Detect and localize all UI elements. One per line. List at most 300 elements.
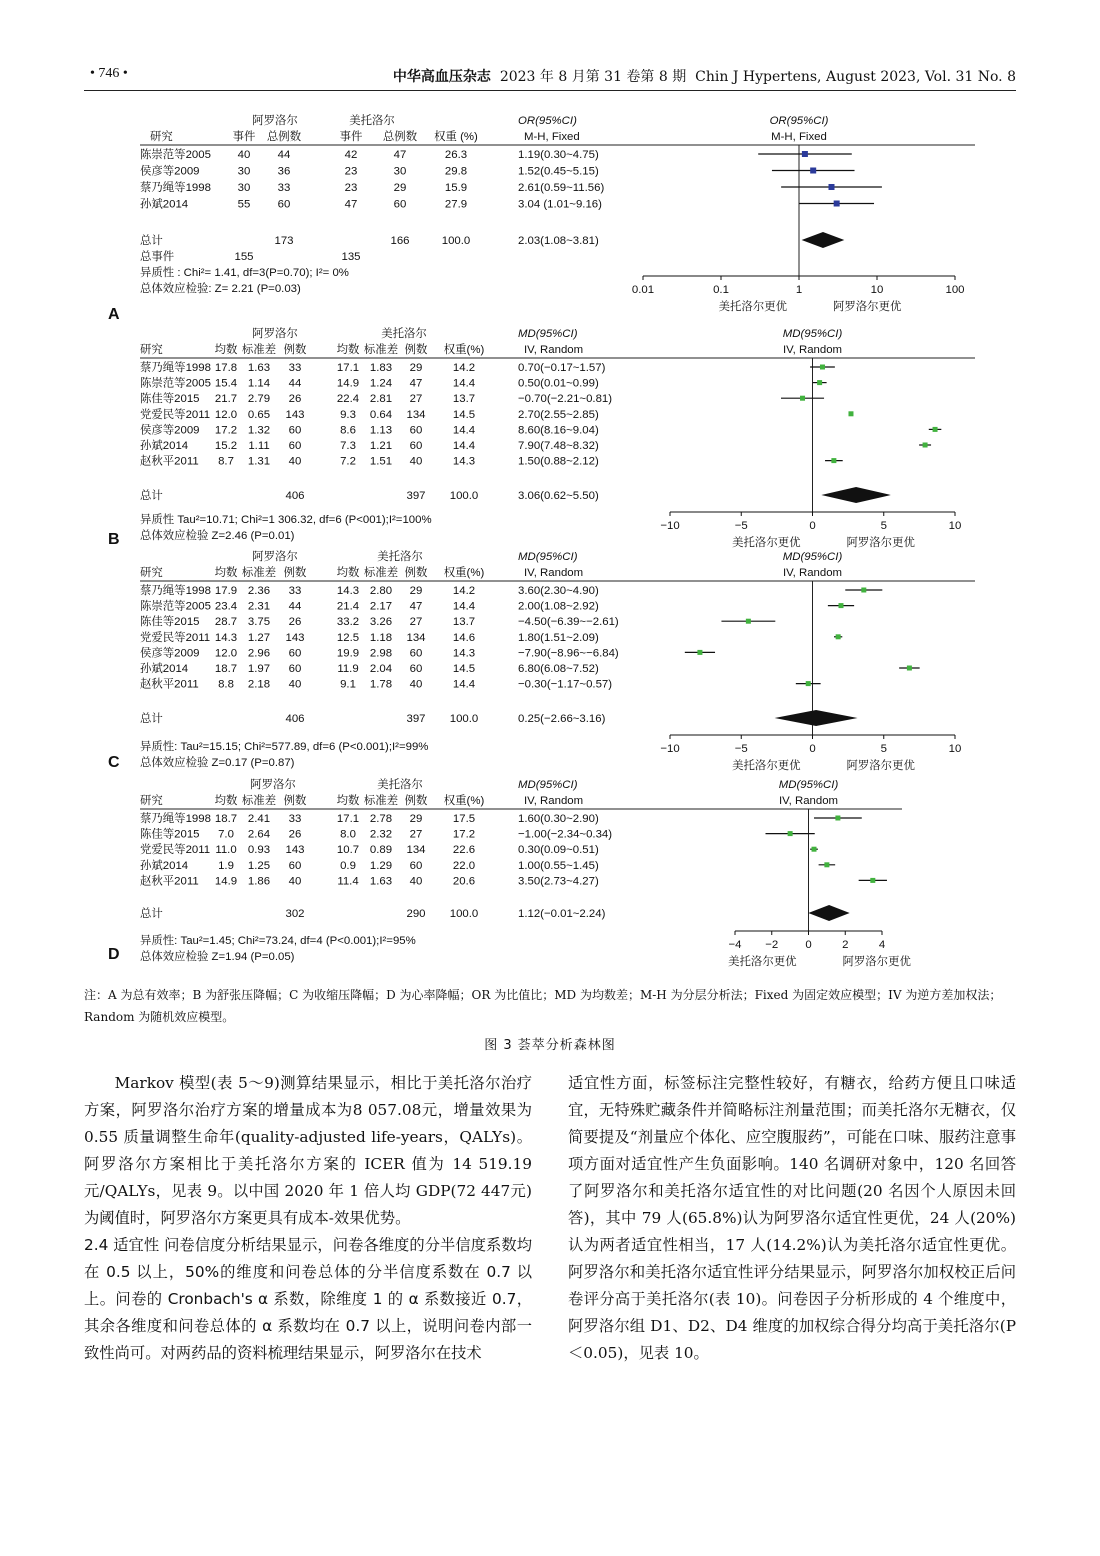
study-cell: 21.7	[214, 393, 238, 406]
forest-plot-a-svg	[110, 112, 990, 327]
study-cell: 7.2	[340, 455, 356, 468]
overall-effect-test: 总体效应检验 Z=0.17 (P=0.87)	[140, 757, 295, 769]
study-cell: 14.6	[452, 631, 476, 644]
study-cell: 40	[288, 678, 302, 691]
effect-square	[839, 603, 844, 608]
study-cell: 60	[409, 424, 423, 437]
column-header: 总例数	[382, 131, 418, 143]
effect-header-left: OR(95%CI)	[518, 115, 577, 127]
panel-label-a: A	[108, 306, 120, 323]
study-cell: 17.2	[214, 424, 238, 437]
forest-plot-d-svg	[110, 776, 990, 971]
study-cell: 14.4	[452, 600, 476, 613]
study-name: 党爱民等2011	[140, 631, 211, 644]
effect-square	[848, 411, 853, 416]
study-cell: 2.98	[369, 647, 393, 660]
study-cell: 40	[288, 875, 302, 888]
study-ci-text: 7.90(7.48~8.32)	[518, 440, 599, 452]
study-ci-text: 1.00(0.55~1.45)	[518, 859, 599, 872]
column-header: 标准差	[363, 567, 399, 579]
study-cell: 29	[409, 813, 423, 825]
effect-header-left: MD(95%CI)	[518, 551, 578, 563]
study-ci-text: 1.19(0.30~4.75)	[518, 149, 599, 161]
study-cell: 7.3	[340, 440, 356, 452]
effect-square	[806, 681, 811, 686]
overall-effect-test: 总体效应检验: Z= 2.21 (P=0.03)	[140, 283, 301, 295]
favours-left: 美托洛尔更优	[732, 537, 801, 549]
method-header-right: IV, Random	[782, 567, 843, 579]
study-ci-text: 3.60(2.30~4.90)	[518, 585, 599, 597]
study-ci-text: 1.60(0.30~2.90)	[518, 813, 599, 825]
study-cell: 12.0	[214, 408, 238, 421]
total-cell: 173	[274, 235, 294, 247]
column-header: 研究	[140, 795, 163, 807]
study-cell: 2.78	[369, 813, 393, 825]
study-cell: 44	[288, 377, 302, 390]
study-cell: 1.51	[369, 455, 393, 468]
heterogeneity-text: 异质性 Tau²=10.71; Chi²=1 306.32, df=6 (P<001);I²=100%	[140, 514, 432, 526]
total-cell: 397	[406, 713, 426, 725]
study-name: 孙斌2014	[140, 663, 189, 675]
study-cell: 26	[288, 616, 302, 629]
study-cell: 1.21	[369, 440, 393, 452]
x-tick-label: 5	[880, 520, 887, 532]
total-cell: 406	[285, 713, 305, 725]
study-ci-text: 1.80(1.51~2.09)	[518, 631, 599, 644]
study-cell: 10.7	[336, 844, 360, 857]
study-ci-text: 6.80(6.08~7.52)	[518, 663, 599, 675]
figure-caption: 图 3 荟萃分析森林图	[484, 1038, 616, 1053]
column-header: 标准差	[241, 795, 277, 807]
overall-effect-test: 总体效应检验 Z=1.94 (P=0.05)	[140, 951, 295, 963]
study-cell: 3.26	[369, 616, 393, 629]
effect-square	[824, 862, 829, 867]
study-cell: 29.8	[444, 165, 468, 178]
favours-right: 阿罗洛尔更优	[842, 956, 911, 968]
study-cell: 11.0	[215, 844, 237, 857]
study-cell: 14.3	[214, 631, 238, 644]
study-ci-text: 3.04 (1.01~9.16)	[518, 198, 602, 211]
column-header: 权重(%)	[443, 344, 485, 356]
effect-header-right: OR(95%CI)	[769, 115, 829, 127]
study-cell: 30	[237, 165, 251, 178]
study-cell: 1.86	[247, 875, 271, 888]
study-cell: 1.13	[369, 424, 393, 437]
study-cell: 2.41	[247, 813, 271, 825]
study-cell: 134	[406, 844, 426, 857]
study-ci-text: 0.30(0.09~0.51)	[518, 844, 599, 857]
effect-header-left: MD(95%CI)	[518, 328, 578, 340]
study-ci-text: 0.70(−0.17~1.57)	[518, 362, 606, 374]
paragraph-markov: Markov 模型(表 5～9)测算结果显示，相比于美托洛尔治疗方案，阿罗洛尔治疗方案的增量成本为8 057.08元，增量效果为 0.55 质量调整生命年(quality-adjusted life-years，QALYs)。阿罗洛尔方案相比于美托洛尔方案的 ICER 值为 14 519.19 元/QALYs，见表 9。以中国 2020 年 1 倍人均 GDP(72 447元)为阈值时，阿罗洛尔方案更具有成本-效果优势。	[84, 1074, 532, 1227]
total-ci-text: 1.12(−0.01~2.24)	[518, 908, 606, 920]
column-header: 研究	[140, 567, 163, 579]
column-header: 事件	[232, 131, 256, 143]
study-cell: 30	[393, 165, 407, 178]
study-ci-text: 2.00(1.08~2.92)	[518, 600, 599, 613]
column-header: 例数	[404, 567, 428, 579]
paragraph-suitability: 适宜性方面，标签标注完整性较好，有糖衣，给药方便且口味适宜，无特殊贮藏条件并简略标注剂量范围；而美托洛尔无糖衣，仅简要提及“剂量应个体化、应空腹服药”，可能在口味、服药注意事项方面对适宜性产生负面影响。140 名调研对象中，120 名回答了阿罗洛尔和美托洛尔适宜性的对比问题(20 名因个人原因未回答)，其中 79 人(65.8%)认为阿罗洛尔适宜性更优，24 人(20%)认为两者适宜性相当，17 人(14.2%)认为美托洛尔适宜性更优。阿罗洛尔和美托洛尔适宜性评分结果显示，阿罗洛尔加权校正后问卷评分高于美托洛尔(表 10)。问卷因子分析形成的 4 个维度中，阿罗洛尔组 D1、D2、D4 维度的加权综合得分均高于美托洛尔(P＜0.05)，见表 10。	[568, 1074, 1016, 1362]
favours-right: 阿罗洛尔更优	[846, 537, 915, 549]
column-header: 标准差	[363, 344, 399, 356]
column-header: 均数	[214, 567, 238, 579]
group1-header: 阿罗洛尔	[252, 115, 298, 127]
study-cell: 19.9	[336, 647, 360, 660]
study-cell: 40	[237, 149, 251, 161]
study-cell: 15.9	[444, 182, 468, 194]
study-cell: 14.3	[336, 585, 360, 597]
forest-plot-a	[110, 112, 990, 327]
study-cell: 1.63	[369, 875, 393, 888]
study-cell: 29	[409, 585, 423, 597]
study-cell: 0.89	[369, 844, 393, 857]
column-header: 例数	[283, 567, 307, 579]
effect-square	[870, 878, 875, 883]
method-header-left: IV, Random	[524, 567, 584, 579]
study-cell: 40	[409, 678, 423, 691]
total-cell: 100.0	[441, 235, 471, 247]
effect-square	[820, 365, 825, 370]
column-header: 权重(%)	[443, 795, 485, 807]
study-cell: 1.97	[247, 663, 271, 675]
study-name: 侯彦等2009	[140, 424, 200, 437]
effect-square	[933, 427, 938, 432]
study-cell: 27	[409, 616, 423, 629]
total-cell: 100.0	[449, 908, 479, 920]
study-cell: 60	[409, 647, 423, 660]
study-cell: 36	[277, 165, 291, 178]
study-cell: 22.6	[452, 844, 476, 857]
effect-header-right: MD(95%CI)	[782, 328, 843, 340]
method-header-left: IV, Random	[524, 795, 584, 807]
favours-left: 美托洛尔更优	[732, 760, 801, 772]
study-cell: 14.4	[452, 678, 476, 691]
effect-square	[923, 443, 928, 448]
study-cell: 15.2	[214, 440, 238, 452]
study-cell: 17.5	[452, 813, 476, 825]
study-cell: 26	[288, 828, 302, 841]
column-header: 事件	[339, 131, 363, 143]
study-ci-text: 3.50(2.73~4.27)	[518, 875, 599, 888]
x-tick-label: 4	[878, 939, 886, 951]
study-name: 蔡乃绳等1998	[140, 182, 211, 194]
page-number: • 746 •	[90, 66, 128, 81]
study-name: 赵秋平2011	[140, 875, 199, 888]
column-header: 例数	[283, 344, 307, 356]
study-cell: 33	[288, 362, 302, 374]
study-name: 党爱民等2011	[140, 408, 211, 421]
forest-plot-c	[110, 548, 990, 773]
study-cell: 2.32	[369, 828, 393, 841]
favours-right: 阿罗洛尔更优	[846, 760, 915, 772]
total-cell: 166	[390, 235, 410, 247]
effect-square	[812, 847, 817, 852]
study-cell: 2.04	[369, 663, 393, 675]
x-tick-label: 0.1	[713, 284, 729, 296]
study-cell: 2.31	[247, 600, 271, 613]
effect-square	[835, 816, 840, 821]
study-cell: 47	[409, 377, 423, 390]
overall-effect-test: 总体效应检验 Z=2.46 (P=0.01)	[140, 530, 295, 542]
x-tick-label: 0	[809, 520, 816, 532]
study-cell: 7.0	[218, 828, 234, 841]
method-header-right: M-H, Fixed	[771, 131, 827, 143]
effect-square	[907, 666, 912, 671]
study-cell: 1.24	[369, 377, 393, 390]
effect-square	[834, 201, 840, 207]
study-cell: 2.17	[369, 600, 393, 613]
body-column-left	[84, 1070, 532, 1367]
study-cell: 33	[288, 585, 302, 597]
study-cell: 44	[288, 600, 302, 613]
journal-name-en: Chin J Hypertens, August 2023, Vol. 31 No. 8	[695, 69, 1016, 85]
study-cell: 29	[409, 362, 423, 374]
effect-header-right: MD(95%CI)	[778, 779, 839, 791]
study-cell: 22.4	[336, 393, 360, 406]
x-tick-label: 0	[805, 939, 812, 951]
effect-square	[810, 168, 816, 174]
pooled-diamond	[821, 487, 891, 503]
favours-right: 阿罗洛尔更优	[833, 301, 902, 313]
study-cell: 60	[288, 440, 302, 452]
effect-square	[817, 380, 822, 385]
study-ci-text: 2.70(2.55~2.85)	[518, 408, 599, 421]
pooled-diamond	[808, 905, 849, 921]
study-cell: 27	[409, 393, 423, 406]
total-cell: 100.0	[449, 713, 479, 725]
study-cell: 28.7	[214, 616, 238, 629]
journal-info	[393, 66, 1016, 86]
study-cell: 143	[285, 408, 305, 421]
study-cell: 14.4	[452, 424, 476, 437]
study-name: 陈崇范等2005	[140, 600, 211, 613]
study-cell: 14.3	[452, 647, 476, 660]
study-cell: 40	[288, 455, 302, 468]
group2-header: 美托洛尔	[377, 551, 423, 563]
effect-square	[746, 619, 751, 624]
journal-issue: 2023 年 8 月第 31 卷第 8 期	[499, 69, 687, 85]
study-cell: 2.64	[247, 828, 271, 841]
column-header: 均数	[336, 795, 360, 807]
study-cell: 47	[344, 198, 358, 211]
study-cell: 18.7	[214, 813, 238, 825]
study-cell: 1.63	[247, 362, 271, 374]
column-header: 均数	[214, 795, 238, 807]
effect-header-left: MD(95%CI)	[518, 779, 578, 791]
study-cell: 9.3	[340, 408, 356, 421]
column-header: 总例数	[266, 131, 302, 143]
total-label: 总计	[140, 490, 163, 502]
study-cell: 40	[409, 875, 423, 888]
x-tick-label: −5	[734, 743, 748, 755]
column-header: 均数	[214, 344, 238, 356]
column-header: 标准差	[363, 795, 399, 807]
column-header: 均数	[336, 344, 360, 356]
study-cell: 20.6	[452, 875, 476, 888]
pooled-diamond	[775, 710, 858, 726]
effect-square	[836, 634, 841, 639]
study-cell: 13.7	[452, 393, 476, 406]
panel-label-b: B	[108, 531, 120, 548]
study-cell: 8.0	[340, 828, 356, 841]
study-cell: 60	[288, 663, 302, 675]
study-cell: 14.9	[336, 377, 360, 390]
body-column-right	[568, 1070, 1016, 1367]
study-cell: 8.7	[218, 455, 234, 468]
study-cell: 23.4	[214, 600, 238, 613]
x-tick-label: 10	[948, 743, 962, 755]
column-header: 例数	[404, 344, 428, 356]
study-cell: 33	[277, 182, 291, 194]
group1-header: 阿罗洛尔	[252, 551, 298, 563]
study-cell: 17.9	[214, 585, 238, 597]
study-name: 蔡乃绳等1998	[140, 585, 211, 597]
study-ci-text: −7.90(−8.96~−6.84)	[518, 647, 619, 660]
study-cell: 0.9	[340, 859, 356, 872]
x-tick-label: 2	[842, 939, 849, 951]
effect-square	[802, 151, 808, 157]
x-tick-label: −10	[660, 520, 680, 532]
running-header	[84, 60, 1016, 91]
study-cell: 23	[344, 182, 358, 194]
study-name: 蔡乃绳等1998	[140, 362, 211, 374]
x-tick-label: 0	[809, 743, 816, 755]
study-cell: 1.25	[247, 859, 271, 872]
study-name: 陈佳等2015	[140, 616, 200, 629]
effect-square	[788, 831, 793, 836]
study-cell: 0.64	[369, 408, 393, 421]
study-cell: 42	[344, 149, 358, 161]
total-cell: 290	[406, 908, 426, 920]
study-ci-text: −0.30(−1.17~0.57)	[518, 678, 613, 691]
column-header: 标准差	[241, 344, 277, 356]
study-cell: 1.18	[369, 631, 393, 644]
figure-note: 注：A 为总有效率；B 为舒张压降幅；C 为收缩压降幅；D 为心率降幅；OR 为比值比；MD 为均数差；M-H 为分层分析法；Fixed 为固定效应模型；IV 为逆方差加权法；Random 为随机效应模型。	[84, 988, 1002, 1024]
study-name: 陈崇范等2005	[140, 149, 211, 161]
study-cell: 2.81	[369, 393, 393, 406]
study-name: 陈佳等2015	[140, 393, 200, 406]
study-cell: 60	[409, 663, 423, 675]
study-ci-text: 1.50(0.88~2.12)	[518, 455, 599, 468]
study-cell: 11.9	[337, 663, 359, 675]
total-label: 总计	[140, 235, 163, 247]
total-cell: 397	[406, 490, 426, 502]
study-name: 孙斌2014	[140, 198, 189, 211]
group2-header: 美托洛尔	[377, 779, 423, 791]
study-cell: 55	[237, 198, 251, 211]
study-cell: 17.2	[452, 828, 476, 841]
total-events-label: 总事件	[140, 251, 175, 263]
study-cell: 60	[288, 424, 302, 437]
effect-square	[831, 458, 836, 463]
forest-plot-b-svg	[110, 325, 990, 550]
x-tick-label: −10	[660, 743, 680, 755]
study-ci-text: 1.52(0.45~5.15)	[518, 165, 599, 178]
study-cell: 60	[409, 440, 423, 452]
total-cell: 302	[285, 908, 305, 920]
column-header: 权重(%)	[443, 567, 485, 579]
study-ci-text: 8.60(8.16~9.04)	[518, 424, 599, 437]
study-cell: 14.4	[452, 377, 476, 390]
journal-name: 中华高血压杂志	[392, 69, 491, 85]
study-name: 侯彦等2009	[140, 647, 200, 660]
study-cell: 8.6	[340, 424, 356, 437]
study-cell: 17.8	[214, 362, 238, 374]
study-cell: 17.1	[336, 362, 360, 374]
study-cell: 14.5	[452, 408, 476, 421]
study-cell: 0.93	[247, 844, 271, 857]
study-cell: 60	[393, 198, 407, 211]
total-label: 总计	[140, 713, 163, 725]
method-header-left: IV, Random	[524, 344, 584, 356]
study-cell: 22.0	[452, 859, 476, 872]
study-ci-text: 0.50(0.01~0.99)	[518, 377, 599, 390]
study-cell: 60	[409, 859, 423, 872]
study-cell: 143	[285, 844, 305, 857]
column-header: 研究	[150, 131, 173, 143]
group1-header: 阿罗洛尔	[250, 779, 296, 791]
study-cell: 1.14	[247, 377, 271, 390]
forest-plot-b	[110, 325, 990, 550]
x-tick-label: 1	[795, 284, 803, 296]
study-cell: 26	[288, 393, 302, 406]
x-tick-label: −4	[728, 939, 742, 951]
panel-label-c: C	[108, 754, 120, 771]
total-ci-text: 2.03(1.08~3.81)	[518, 235, 599, 247]
study-name: 陈佳等2015	[140, 828, 200, 841]
study-cell: 1.78	[369, 678, 393, 691]
effect-square	[800, 396, 805, 401]
study-name: 赵秋平2011	[140, 678, 199, 691]
study-name: 党爱民等2011	[140, 844, 211, 857]
pooled-diamond	[802, 232, 845, 248]
effect-square	[828, 184, 834, 190]
total-label: 总计	[140, 908, 163, 920]
method-header-right: IV, Random	[778, 795, 839, 807]
study-cell: 33.2	[336, 616, 360, 629]
study-cell: 12.0	[214, 647, 238, 660]
x-tick-label: 10	[870, 284, 884, 296]
total-ci-text: 0.25(−2.66~3.16)	[518, 713, 606, 725]
study-cell: 13.7	[452, 616, 476, 629]
study-cell: 2.80	[369, 585, 393, 597]
column-header: 均数	[336, 567, 360, 579]
study-name: 孙斌2014	[140, 440, 189, 452]
study-cell: 21.4	[336, 600, 360, 613]
group2-header: 美托洛尔	[381, 328, 427, 340]
study-cell: 1.9	[218, 859, 234, 872]
effect-header-right: MD(95%CI)	[782, 551, 843, 563]
study-cell: 0.65	[247, 408, 271, 421]
method-header-left: M-H, Fixed	[524, 131, 580, 143]
study-cell: 14.4	[452, 440, 476, 452]
study-cell: 9.1	[340, 678, 356, 691]
study-cell: 134	[406, 408, 426, 421]
study-cell: 23	[344, 165, 358, 178]
group2-header: 美托洛尔	[349, 115, 395, 127]
study-cell: 47	[393, 149, 407, 161]
study-cell: 14.2	[452, 585, 476, 597]
study-cell: 15.4	[214, 377, 238, 390]
x-tick-label: 10	[948, 520, 962, 532]
study-cell: 143	[285, 631, 305, 644]
study-cell: 26.3	[444, 149, 468, 161]
study-cell: 1.31	[247, 455, 271, 468]
study-cell: 14.2	[452, 362, 476, 374]
study-name: 孙斌2014	[140, 859, 189, 872]
study-cell: 134	[406, 631, 426, 644]
study-cell: 3.75	[247, 616, 271, 629]
